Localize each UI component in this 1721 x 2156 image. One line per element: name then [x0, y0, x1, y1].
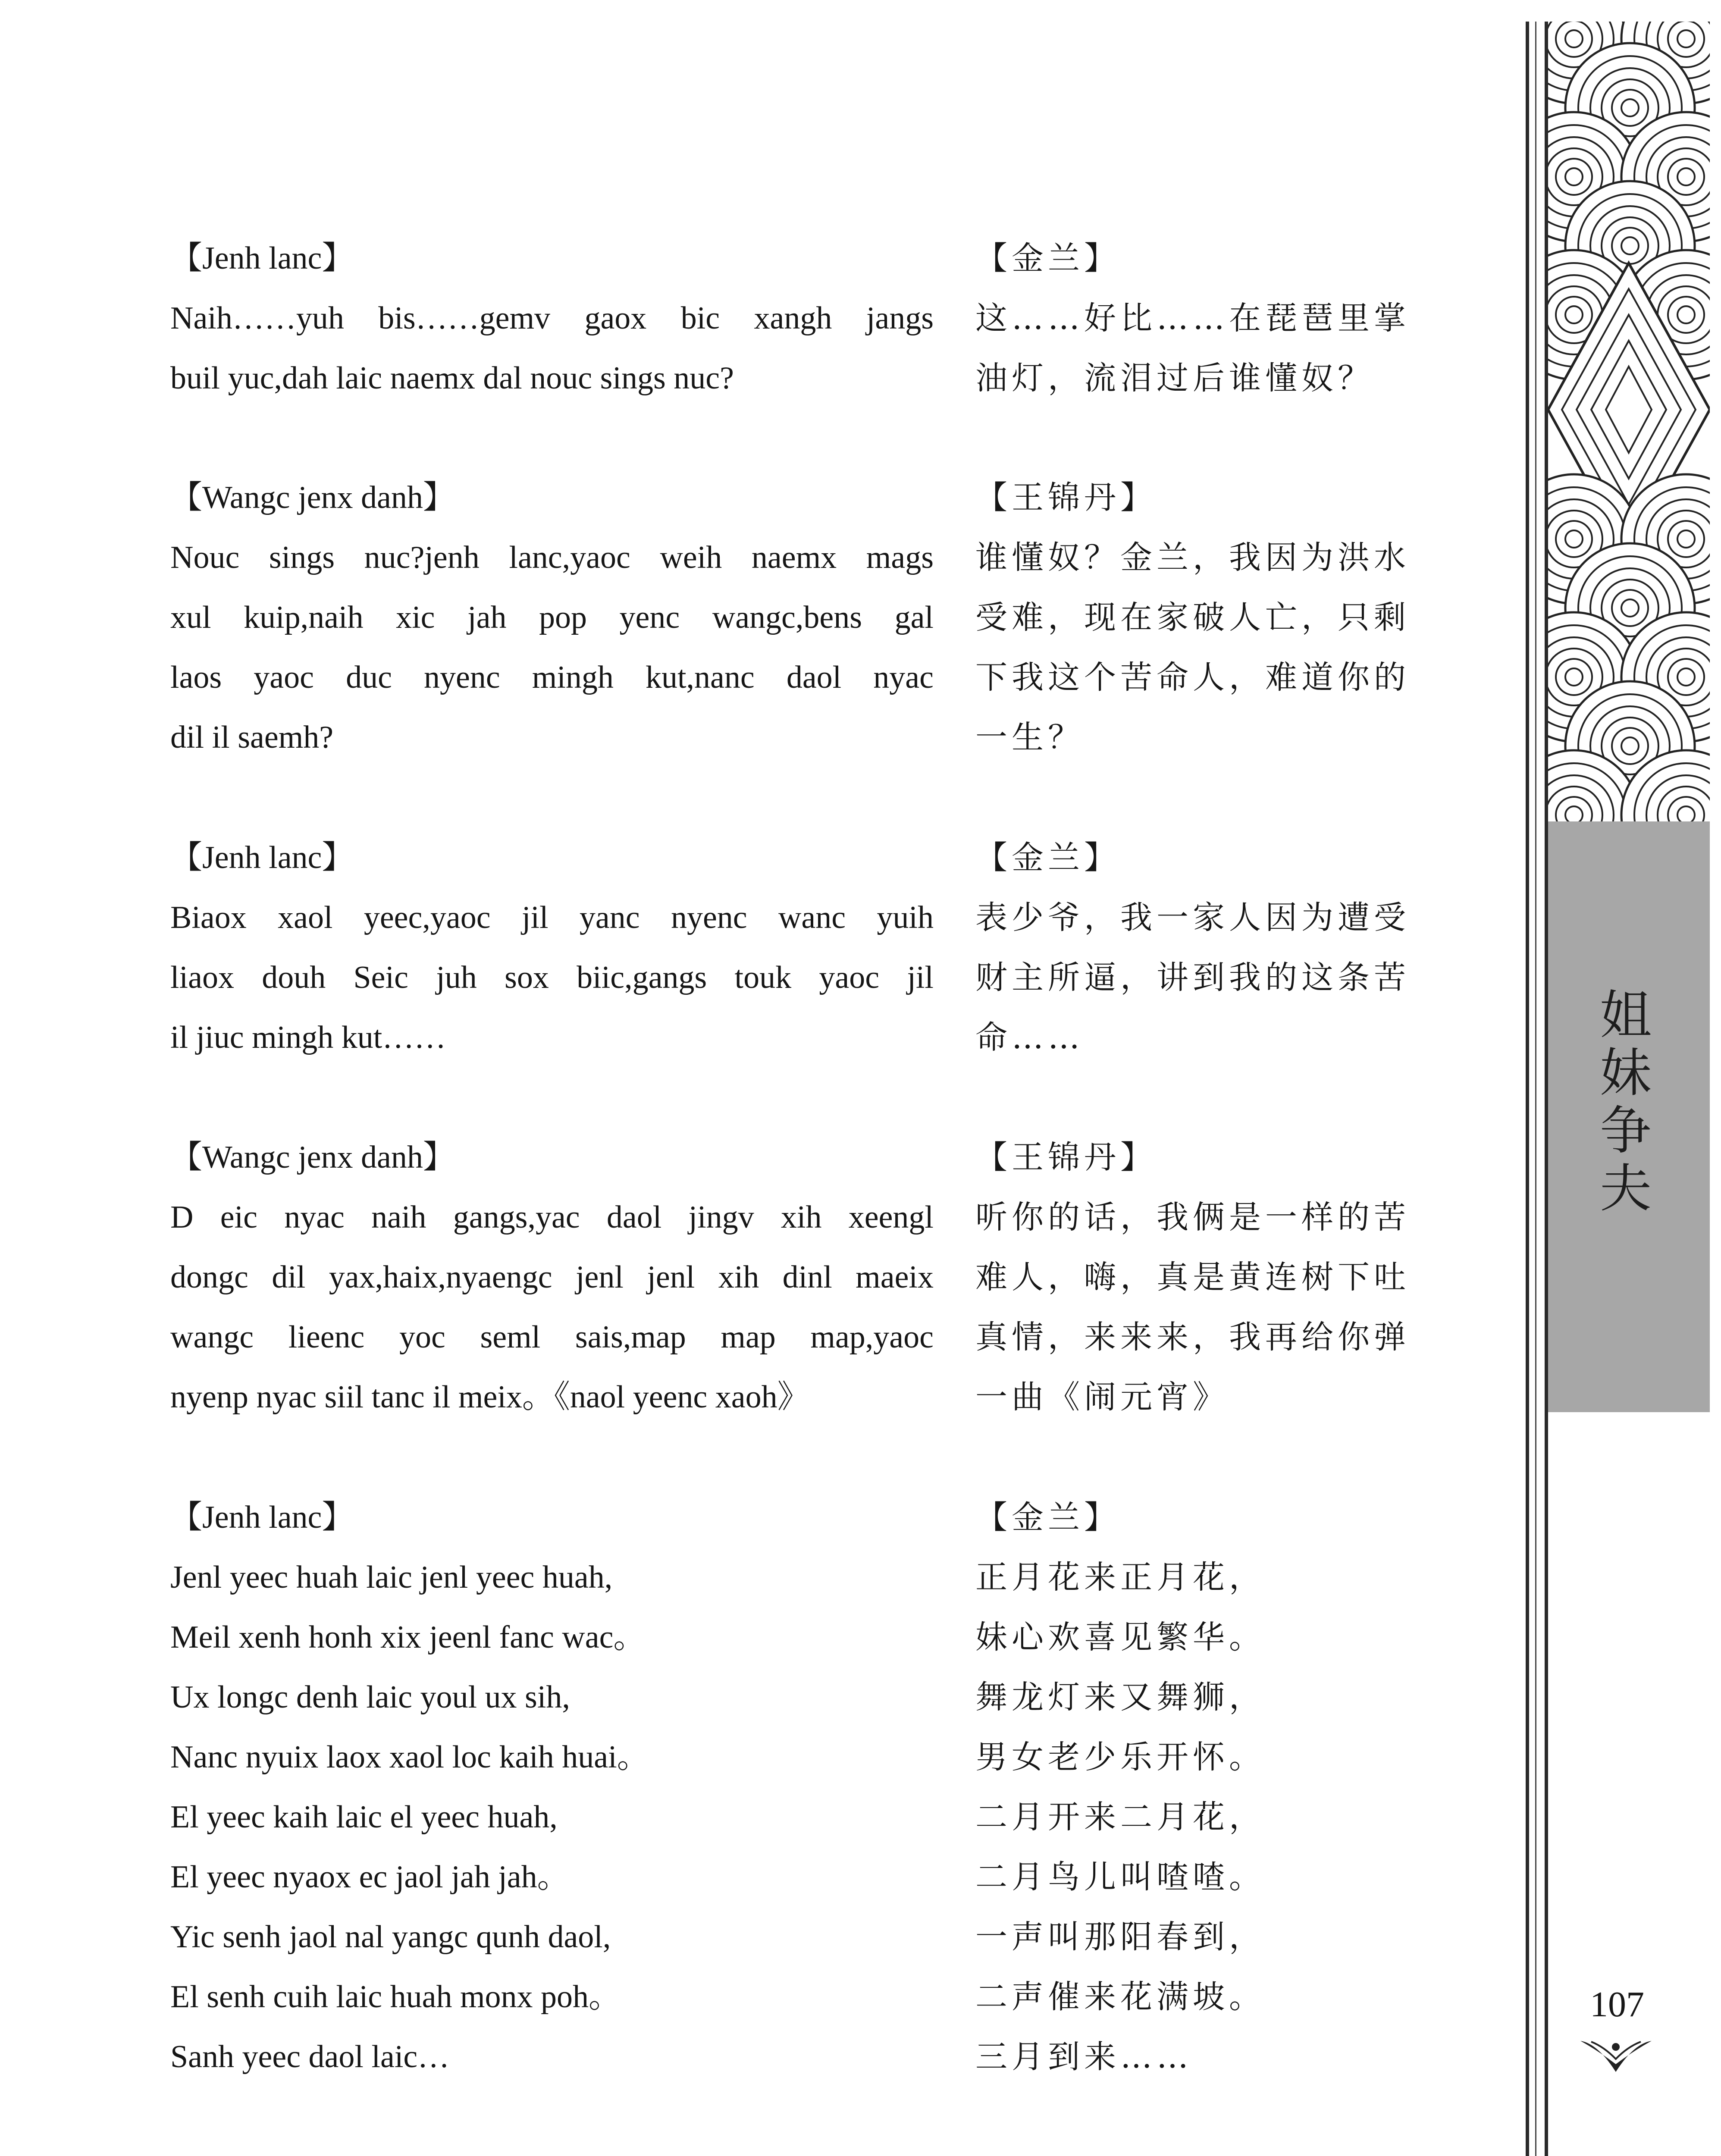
- verse-line: Jenl yeec huah laic jenl yeec huah,: [170, 1560, 613, 1595]
- text-line: 油灯，流泪过后谁懂奴？: [975, 360, 1374, 397]
- text-line: laos yaoc duc nyenc mingh kut,nanc daol nyac: [170, 660, 934, 695]
- text-line: Nouc sings nuc?jenh lanc,yaoc weih naemx mags: [170, 540, 934, 575]
- verse-line: 二月鸟儿叫喳喳。: [975, 1858, 1265, 1896]
- text-line: 真情，来来来，我再给你弹: [975, 1319, 1410, 1356]
- speaker-label: 【Wangc jenx danh】: [170, 1140, 455, 1175]
- margin-rule: [1526, 22, 1529, 2156]
- text-line: 财主所逼，讲到我的这条苦: [975, 959, 1410, 996]
- verse-line: 正月花来正月花，: [975, 1559, 1265, 1596]
- verse-line: El yeec nyaox ec jaol jah jah。: [170, 1859, 569, 1895]
- text-line: 一曲《闹元宵》: [975, 1379, 1229, 1416]
- text-line: xul kuip,naih xic jah pop yenc wangc,bens gal: [170, 600, 934, 635]
- text-line: dongc dil yax,haix,nyaengc jenl jenl xih dinl maeix: [170, 1260, 934, 1295]
- verse-line: 三月到来……: [975, 2038, 1193, 2075]
- text-line: 表少爷，我一家人因为遭受: [975, 899, 1410, 936]
- text-line: dil il saemh?: [170, 720, 334, 755]
- speaker-label: 【Wangc jenx danh】: [170, 480, 455, 515]
- verse-line: El yeec kaih laic el yeec huah,: [170, 1799, 558, 1835]
- verse-line: 二月开来二月花，: [975, 1799, 1265, 1836]
- page-number: 107: [1590, 1984, 1644, 2024]
- text-line: 难人，嗨，真是黄连树下吐: [975, 1259, 1410, 1296]
- speaker-label: 【Jenh lanc】: [170, 840, 354, 875]
- verse-line: 舞龙灯来又舞狮，: [975, 1679, 1265, 1716]
- verse-line: Meil xenh honh xix jeenl fanc wac。: [170, 1620, 646, 1655]
- text-line: buil yuc,dah laic naemx dal nouc sings nuc?: [170, 360, 734, 396]
- verse-line: 男女老少乐开怀。: [975, 1739, 1265, 1776]
- verse-line: Nanc nyuix laox xaol loc kaih huai。: [170, 1739, 649, 1775]
- text-line: nyenp nyac siil tanc il meix。《naol yeenc xaoh》: [170, 1379, 809, 1415]
- text-line: 受难，现在家破人亡，只剩: [975, 599, 1410, 636]
- speaker-label: 【王锦丹】: [975, 1139, 1157, 1176]
- text-line: il jiuc mingh kut……: [170, 1020, 446, 1055]
- speaker-label: 【金兰】: [975, 839, 1120, 876]
- speaker-label: 【金兰】: [975, 240, 1120, 277]
- text-line: 命……: [975, 1019, 1084, 1056]
- verse-line: Yic senh jaol nal yangc qunh daol,: [170, 1919, 611, 1955]
- text-line: Naih……yuh bis……gemv gaox bic xangh jangs: [170, 301, 934, 336]
- text-line: 听你的话，我俩是一样的苦: [975, 1199, 1410, 1236]
- text-line: 这……好比……在琵琶里掌: [975, 300, 1410, 337]
- text-line: Biaox xaol yeec,yaoc jil yanc nyenc wanc yuih: [170, 900, 934, 935]
- page-ornament-icon: [1578, 2037, 1654, 2076]
- text-line: liaox douh Seic juh sox biic,gangs touk yaoc jil: [170, 960, 934, 995]
- verse-line: Ux longc denh laic youl ux sih,: [170, 1680, 570, 1715]
- margin-rule: [1535, 22, 1536, 2156]
- text-line: 谁懂奴？金兰，我因为洪水: [975, 539, 1410, 576]
- verse-line: 妹心欢喜见繁华。: [975, 1619, 1265, 1656]
- text-line: 一生？: [975, 719, 1084, 756]
- speaker-label: 【Jenh lanc】: [170, 241, 354, 276]
- text-line: 下我这个苦命人，难道你的: [975, 659, 1410, 696]
- chapter-title: 姐妹争夫: [1591, 987, 1651, 1219]
- text-line: D eic nyac naih gangs,yac daol jingv xih xeengl: [170, 1200, 934, 1235]
- speaker-label: 【王锦丹】: [975, 479, 1157, 516]
- text-line: wangc lieenc yoc seml sais,map map map,yaoc: [170, 1319, 934, 1355]
- speaker-label: 【金兰】: [975, 1499, 1120, 1536]
- speaker-label: 【Jenh lanc】: [170, 1500, 354, 1535]
- verse-line: 二声催来花满坡。: [975, 1978, 1265, 2015]
- cloud-pattern-ornament: [1548, 22, 1710, 821]
- verse-line: El senh cuih laic huah monx poh。: [170, 1979, 621, 2015]
- verse-line: Sanh yeec daol laic…: [170, 2039, 450, 2075]
- margin-rule: [1545, 22, 1548, 2156]
- verse-line: 一声叫那阳春到，: [975, 1918, 1265, 1955]
